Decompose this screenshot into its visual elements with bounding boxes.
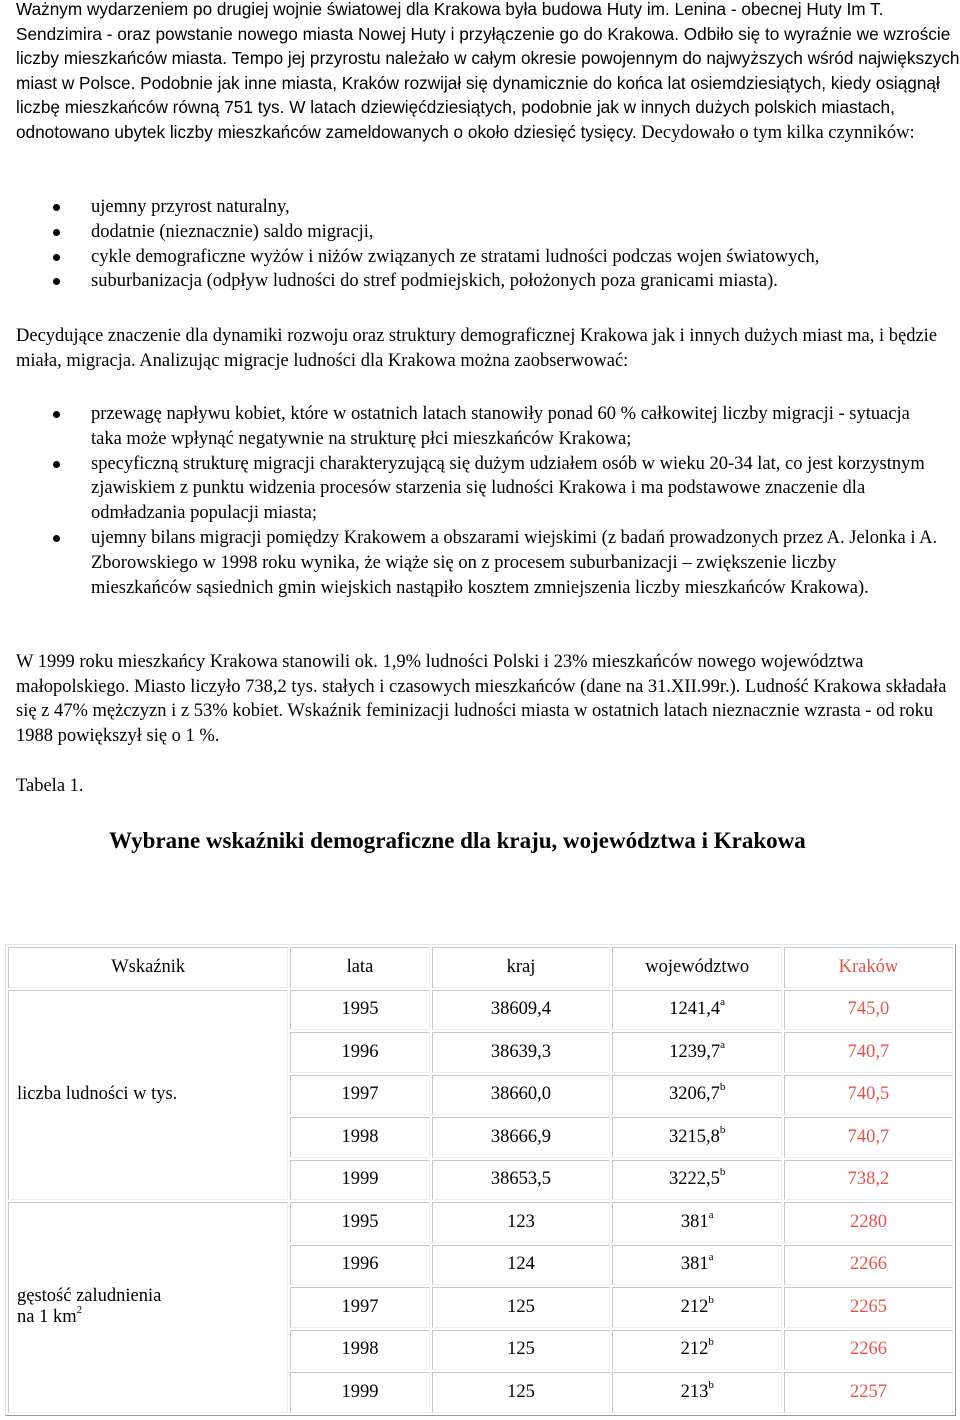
footnote-mark: a (708, 1251, 714, 1264)
list-item: dodatnie (nieznacznie) saldo migracji, (0, 220, 960, 245)
footnote-mark: b (719, 1123, 726, 1136)
krakow-cell: 745,0 (784, 990, 953, 1031)
list-item: cykle demograficzne wyżów i niżów związanych ze stratami ludności podczas wojen światowych, (0, 245, 960, 270)
country-cell: 38639,3 (432, 1032, 611, 1073)
voivodeship-cell: 3206,7$^b$ (612, 1075, 781, 1116)
country-cell: 38666,9 (432, 1117, 611, 1158)
krakow-cell: 2265 (784, 1287, 953, 1328)
krakow-cell: 740,7 (784, 1117, 953, 1158)
density-label: gęstość zaludnienia na 1 $km^2$ (8, 1202, 288, 1413)
migration-paragraph: Decydujące znaczenie dla dynamiki rozwoju oraz struktury demograficznej Krakowa jak i innych dużych miast ma, i będzie miała, migracja. Analizując migracje ludności dla Krakowa można zaobserwować: (16, 326, 938, 371)
year-cell: 1998 (290, 1330, 429, 1371)
voivodeship-cell: 212$^b$ (612, 1287, 781, 1328)
country-cell: 38609,4 (432, 990, 611, 1031)
krakow-cell: 2266 (784, 1330, 953, 1371)
krakow-cell: 740,7 (784, 1032, 953, 1073)
footnote-mark: b (719, 1081, 726, 1094)
header-indicator: Wskaźnik (8, 947, 288, 988)
krakow-cell: 2280 (784, 1202, 953, 1243)
list-item: przewagę napływu kobiet, które w ostatnich latach stanowiły ponad 60 % całkowitej liczby migracji - sytuacja taka może wpłynąć negatywnie na strukturę płci mieszkańców Krakowa; (0, 402, 960, 452)
krakow-cell: 740,5 (784, 1075, 953, 1116)
footnote-mark: b (708, 1293, 714, 1306)
voivodeship-cell: 3215,8$^b$ (612, 1117, 781, 1158)
krakow-cell: 2257 (784, 1372, 953, 1413)
voivodeship-cell: 212$^b$ (612, 1330, 781, 1371)
year-cell: 1995 (290, 990, 429, 1031)
intro-paragraph (16, 0, 960, 146)
footnote-mark: a (720, 996, 726, 1009)
year-cell: 1998 (290, 1117, 429, 1158)
table-title: Wybrane wskaźniki demograficzne dla kraju, województwa i Krakowa (109, 828, 806, 853)
year-cell: 1996 (290, 1245, 429, 1286)
year-cell: 1995 (290, 1202, 429, 1243)
footnote-mark: b (719, 1166, 726, 1179)
voivodeship-cell: 3222,5$^b$ (612, 1160, 781, 1201)
demographics-table (5, 944, 956, 1416)
country-cell: 38660,0 (432, 1075, 611, 1116)
list-item: ujemny przyrost naturalny, (0, 195, 960, 220)
observations-list (0, 402, 960, 600)
table-row (8, 990, 953, 1031)
table-row (8, 1202, 953, 1243)
footnote-mark: a (720, 1038, 726, 1051)
list-item: suburbanizacja (odpływ ludności do stref podmiejskich, położonych poza granicami miasta). (0, 269, 960, 294)
year-cell: 1999 (290, 1372, 429, 1413)
voivodeship-cell: 1239,7$^a$ (612, 1032, 781, 1073)
list-item: specyficzną strukturę migracji charakteryzującą się dużym udziałem osób w wieku 20-34 lat, co jest korzystnym zjawiskiem z punktu widzenia procesów starzenia się ludności Krakowa i ma podstawowe znaczenie dla odmładzania populacji miasta; (0, 452, 960, 526)
intro-tail: Decydowało o tym kilka czynników: (636, 122, 915, 143)
footnote-mark: a (708, 1208, 714, 1221)
footnote-mark: b (708, 1378, 714, 1391)
year-cell: 1997 (290, 1287, 429, 1328)
year-cell: 1997 (290, 1075, 429, 1116)
voivodeship-cell: 1241,4$^a$ (612, 990, 781, 1031)
header-year: lata (290, 947, 429, 988)
voivodeship-cell: 381$^a$ (612, 1202, 781, 1243)
voivodeship-cell: 381$^a$ (612, 1245, 781, 1286)
table-header-row (8, 947, 953, 988)
header-country: kraj (432, 947, 611, 988)
country-cell: 125 (432, 1287, 611, 1328)
population-label: liczba ludności w tys. (8, 990, 288, 1201)
header-voivodeship: województwo (612, 947, 781, 988)
year-cell: 1996 (290, 1032, 429, 1073)
header-krakow: Kraków (784, 947, 953, 988)
krakow-cell: 2266 (784, 1245, 953, 1286)
year-cell: 1999 (290, 1160, 429, 1201)
table-caption: Tabela 1. (16, 776, 84, 796)
stats-paragraph: W 1999 roku mieszkańcy Krakowa stanowili ok. 1,9% ludności Polski i 23% mieszkańców nowego województwa małopolskiego. Miasto liczyło 738,2 tys. stałych i czasowych mieszkańców (dane na 31.XII.99r.). Ludność Krakowa składała się z 47% mężczyzn i z 53% kobiet. Wskaźnik feminizacji ludności miasta w ostatnich latach nieznacznie wzrasta - od roku 1988 powiększył się o 1 %. (16, 652, 947, 746)
country-cell: 38653,5 (432, 1160, 611, 1201)
intro-text: Ważnym wydarzeniem po drugiej wojnie światowej dla Krakowa była budowa Huty im. Lenina - obecnej Huty Im T. Sendzimira - oraz powstanie nowego miasta Nowej Huty i przyłączenie go do Krakowa. Odbiło się to wyraźnie we wzroście liczby mieszkańców miasta. Tempo jej przyrostu należało w całym okresie powojennym do najwyższych wśród największych miast w Polsce. Podobnie jak inne miasta, Kraków rozwijał się dynamicznie do końca lat osiemdziesiątych, kiedy osiągnął liczbę mieszkańców równą 751 tys. W latach dziewięćdziesiątych, podobnie jak w innych dużych polskich miastach, odnotowano ubytek liczby mieszkańców zameldowanych o około dziesięć tysięcy. (16, 0, 960, 142)
country-cell: 125 (432, 1330, 611, 1371)
country-cell: 125 (432, 1372, 611, 1413)
factors-list (0, 195, 960, 294)
list-item: ujemny bilans migracji pomiędzy Krakowem a obszarami wiejskimi (z badań prowadzonych przez A. Jelonka i A. Zborowskiego w 1998 roku wynika, że wiąże się on z procesem suburbanizacji – zwiększenie liczby mieszkańców sąsiednich gmin wiejskich nastąpiło kosztem zmniejszenia liczby mieszkańców Krakowa). (0, 526, 960, 600)
krakow-cell: 738,2 (784, 1160, 953, 1201)
voivodeship-cell: 213$^b$ (612, 1372, 781, 1413)
country-cell: 123 (432, 1202, 611, 1243)
country-cell: 124 (432, 1245, 611, 1286)
footnote-mark: b (708, 1336, 714, 1349)
